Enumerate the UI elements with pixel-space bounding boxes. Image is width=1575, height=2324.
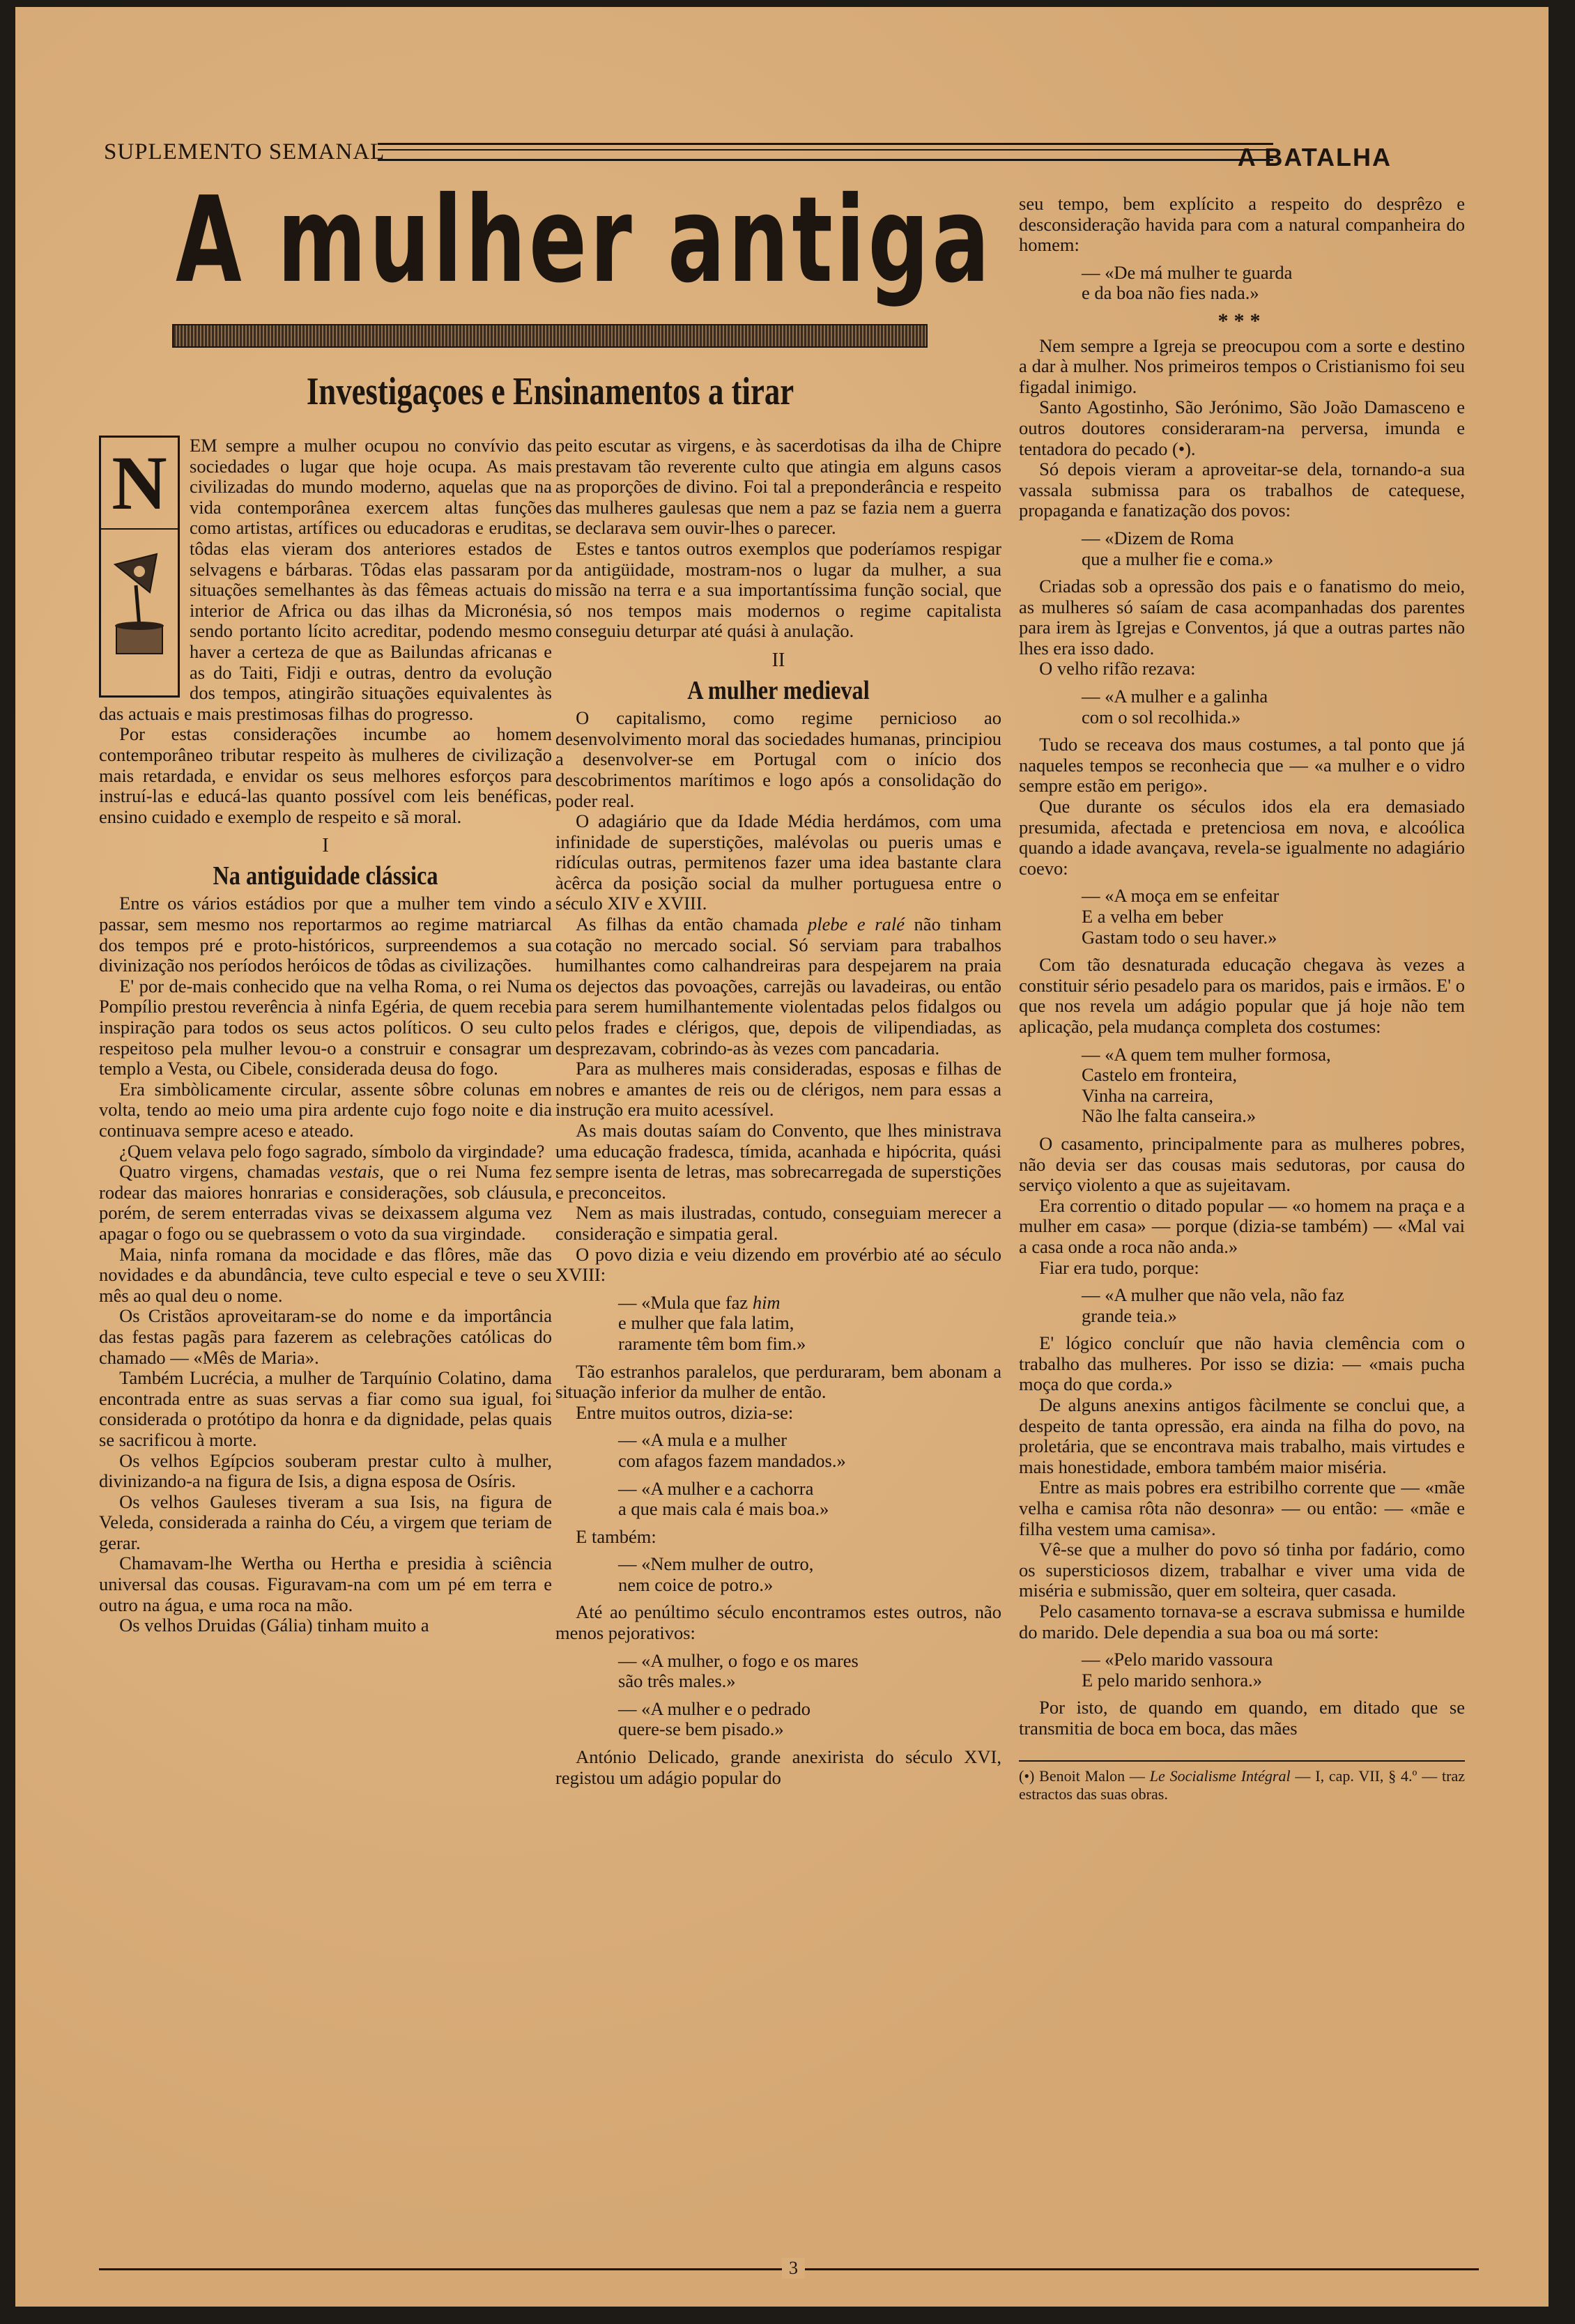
proverb xyxy=(1082,1649,1465,1691)
italic-term: plebe e ralé xyxy=(807,914,905,935)
text-run: (•) Benoit Malon — xyxy=(1019,1767,1150,1785)
proverb-line: E pelo marido senhora.» xyxy=(1082,1669,1263,1691)
section-number: I xyxy=(322,835,329,857)
paragraph: Que durante os séculos idos ela era demasiado presumida, afectada e pretenciosa em nova, e alcoólica quando a idade avançava, revela-se igualmente no adagiário coevo: xyxy=(1019,796,1465,879)
paragraph: Entre muitos outros, dizia-se: xyxy=(576,1401,794,1423)
paragraph: As mais doutas saíam do Convento, que lhes ministrava uma educação fradesca, tímida, acanhada e hipócrita, quási sempre isenta de letras, mas sobrecarregada de superstições e preconceitos. xyxy=(555,1120,1001,1203)
paragraph: Também Lucrécia, a mulher de Tarquínio Colatino, dama encontrada entre as suas servas a fiar como sua igual, foi considerada o protótipo da honra e da dignidade, pelas quais se sacrificou à morte. xyxy=(99,1367,552,1450)
paragraph: Era simbòlicamente circular, assente sôbre colunas em volta, tendo ao meio uma pira ardente cujo fogo noite e dia continuava sempre aceso e ateado. xyxy=(99,1078,552,1141)
proverb-line: a que mais cala é mais boa.» xyxy=(618,1498,829,1520)
proverb xyxy=(1082,528,1465,569)
proverb xyxy=(1082,886,1465,948)
proverb xyxy=(1082,263,1465,304)
text-run: — «Mula que faz xyxy=(618,1291,753,1313)
paragraph: peito escutar as virgens, e às sacerdotisas da ilha de Chipre prestavam tão reverente culto que atingia em alguns casos as proporções de divino. Foi tal a preponderância e respeito das mulheres gaulesas que nem a paz se fazia nem a guerra se declarava sem ouvir-lhes o parecer. xyxy=(555,435,1001,539)
gramophone-icon xyxy=(108,551,171,669)
paragraph: António Delicado, grande anexirista do século XVI, registou um adágio popular do xyxy=(555,1746,1001,1788)
text-run: As filhas da então chamada xyxy=(576,914,808,935)
proverb xyxy=(1082,1285,1465,1326)
paragraph: O povo dizia e veiu dizendo em provérbio até ao século XVIII: xyxy=(555,1243,1001,1286)
paragraph: Os velhos Gauleses tiveram a sua Isis, na figura de Veleda, considerada a rainha do Céu, a virgem que teriam de gerar. xyxy=(99,1491,552,1553)
paragraph: ¿Quem velava pelo fogo sagrado, símbolo da virgindade? xyxy=(119,1140,545,1162)
proverb-line: — «A mulher e o pedrado xyxy=(618,1698,810,1719)
paragraph: Os velhos Egípcios souberam prestar culto à mulher, divinizando-a na figura de Isis, a digna esposa de Osíris. xyxy=(99,1449,552,1492)
paragraph: De alguns anexins antigos fàcilmente se conclui que, a despeito de tanta opressão, era ainda na filha do povo, na proletária, que se encontrava mais trabalho, mais virtudes e mais honestidade, embora também maior miséria. xyxy=(1019,1394,1465,1477)
proverb xyxy=(1082,1045,1465,1127)
paragraph: Santo Agostinho, São Jerónimo, São João Damasceno e outros doutores consideraram-na perversa, imunda e tentadora do pecado (•). xyxy=(1019,397,1465,459)
italic-term: Le Socialisme Intégral xyxy=(1149,1767,1291,1785)
proverb-line: Gastam todo o seu haver.» xyxy=(1082,926,1277,948)
paragraph: Por isto, de quando em quando, em ditado que se transmitia de boca em boca, das mães xyxy=(1019,1697,1465,1739)
text-run: não tinham cotação no mercado social. Só serviam para trabalhos humilhantes como calhandreiras para despejarem na praia os dejectos das povoações, carrejãs ou lavadeiras, ou então para serem humilhantemente violentadas pelos fidalgos ou pelos frades e clérigos, que, depois de vilipendiadas, as desprezavam, cobrindo-as às vezes com pancadaria. xyxy=(555,914,1001,1059)
article-column-1 xyxy=(99,436,552,1636)
proverb-line: — «A mula e a mulher xyxy=(618,1429,788,1451)
header-rule xyxy=(378,143,1273,161)
newspaper-name: A BATALHA xyxy=(1237,143,1392,171)
paragraph: Só depois vieram a aproveitar-se dela, tornando-a sua vassala submissa para os trabalhos de catequese, propaganda e fanatização dos povos: xyxy=(1019,459,1465,521)
paragraph: E também: xyxy=(576,1525,656,1547)
proverb-line: — «Pelo marido vassoura xyxy=(1082,1649,1273,1670)
proverb xyxy=(618,1293,1001,1355)
proverb-line: e da boa não fies nada.» xyxy=(1082,282,1259,304)
proverb-line: nem coice de potro.» xyxy=(618,1573,774,1595)
paragraph: Entre os vários estádios por que a mulher tem vindo a passar, sem mesmo nos reportarmos ao regime matriarcal dos tempos pré e proto-históricos, surpreendemos a sua divinização nos períodos heróicos de tôdas as civilizações. xyxy=(99,893,552,976)
paragraph: Chamavam-lhe Wertha ou Hertha e presidia à sciência universal das cousas. Figuravam-na com um pé em terra e outro na água, e uma roca na mão. xyxy=(99,1553,552,1615)
proverb-line: — «A mulher que não vela, não faz xyxy=(1082,1284,1344,1306)
section-separator: *** xyxy=(1217,309,1266,332)
proverb-line: Não lhe falta canseira.» xyxy=(1082,1105,1257,1127)
proverb-line: — «De má mulher te guarda xyxy=(1082,261,1293,283)
paragraph: EM sempre a mulher ocupou no convívio das sociedades o lugar que hoje ocupa. As mais civilizadas do mundo moderno, aquelas que na vida contemporânea exercem altas funções como artistas, artífices ou educadoras e eruditas, tôdas elas vieram dos anteriores estados de selvagens e bárbaras. Tôdas elas passaram por situações semelhantes às das fêmeas actuais do interior de Africa ou das ilhas da Micronésia, sendo portanto lícito acreditar, podendo mesmo haver a certeza de que as Bailundas africanas e as do Taiti, Fidji e outras, dentro da evolução dos tempos, atingirão situações equivalentes às das actuais e mais prestimosas filhas do progresso. xyxy=(99,435,552,724)
paragraph: Criadas sob a opressão dos pais e o fanatismo do meio, as mulheres só saíam de casa acompanhadas dos parentes para irem às Igrejas e Conventos, já que a outras partes não lhes era isso dado. xyxy=(1019,576,1465,659)
footnote xyxy=(1019,1760,1465,1803)
title-ornament-bar xyxy=(172,324,928,348)
section-heading: Na antiguidade clássica xyxy=(213,861,438,891)
paragraph: Por estas considerações incumbe ao homem contemporâneo tributar respeito às mulheres de civilização mais retardada, e envidar os seus melhores esforços para instruí-las e educá-las quanto possível com leis benéficas, ensino cuidado e exemplo de respeito e sã moral. xyxy=(99,723,552,827)
article-subtitle: Investigaçoes e Ensinamentos a tirar xyxy=(306,370,794,413)
paragraph xyxy=(99,1162,552,1244)
paragraph: Os Cristãos aproveitaram-se do nome e da importância das festas pagãs para fazerem as celebrações católicas do chamado — «Mês de Maria». xyxy=(99,1305,552,1368)
page-number: 3 xyxy=(782,2258,805,2279)
paragraph: O adagiário que da Idade Média herdámos, com uma infinidade de superstições, malévolas ou pueris umas e ridículas outras, permitenos fazer uma idea bastante clara àcêrca da posição social da mulher portuguesa entre o século XIV e XVIII. xyxy=(555,810,1001,914)
italic-term: vestais xyxy=(329,1161,380,1183)
proverb-line: Castelo em fronteira, xyxy=(1082,1064,1237,1086)
proverb-line: Vinha na carreira, xyxy=(1082,1084,1213,1106)
paragraph: Tão estranhos paralelos, que perduraram, bem abonam a situação inferior da mulher de então. xyxy=(555,1360,1001,1403)
proverb-line: com o sol recolhida.» xyxy=(1082,706,1241,728)
dropcap-box xyxy=(99,436,180,698)
paragraph: E' por de-mais conhecido que na velha Roma, o rei Numa Pompílio prestou reverência à ninfa Egéria, de quem recebia inspiração para todos os seus actos políticos. O seu culto respeitoso pela mulher levou-o a construir e consagrar um templo a Vesta, ou Cibele, considerada deusa do fogo. xyxy=(99,975,552,1079)
paragraph: Era correntio o ditado popular — «o homem na praça e a mulher em casa» — porque (dizia-se também) — «Mal vai a casa onde a roca não anda.» xyxy=(1019,1194,1465,1257)
article-title: A mulher antiga xyxy=(176,171,993,309)
italic-term: him xyxy=(752,1291,781,1313)
paragraph: Nem sempre a Igreja se preocupou com a sorte e destino a dar à mulher. Nos primeiros tempos o Cristianismo foi seu figadal inimigo. xyxy=(1019,334,1465,397)
proverb-line: grande teia.» xyxy=(1082,1305,1177,1326)
paragraph: Nem as mais ilustradas, contudo, conseguiam merecer a consideração e simpatia geral. xyxy=(555,1202,1001,1244)
proverb-line: são três males.» xyxy=(618,1670,736,1692)
proverb-line xyxy=(618,1293,1001,1314)
proverb-line: quere-se bem pisado.» xyxy=(618,1718,784,1740)
proverb-line: E a velha em beber xyxy=(1082,906,1224,927)
proverb-line: raramente têm bom fim.» xyxy=(618,1332,806,1354)
proverb-line: que a mulher fie e coma.» xyxy=(1082,548,1274,569)
proverb-line: — «A moça em se enfeitar xyxy=(1082,885,1280,907)
supplement-label: SUPLEMENTO SEMANAL xyxy=(104,139,385,164)
paragraph: Com tão desnaturada educação chegava às vezes a constituir sério pesadelo para os maridos, pais e irmãos. E' o que nos revela um adágio popular que já hoje não tem aplicação, pela mudança completa dos costumes: xyxy=(1019,954,1465,1037)
paragraph: Fiar era tudo, porque: xyxy=(1039,1256,1199,1278)
paragraph: E' lógico concluír que não havia clemência com o trabalho das mulheres. Por isso se dizia: — «mais pucha moça do que corda.» xyxy=(1019,1332,1465,1395)
dropcap-letter: N xyxy=(101,438,178,530)
proverb xyxy=(618,1479,1001,1520)
paragraph: Para as mulheres mais consideradas, esposas e filhas de nobres e amantes de reis ou de clérigos, nem para essas a instrução era muito acessível. xyxy=(555,1058,1001,1121)
proverb xyxy=(618,1430,1001,1471)
paragraph: O casamento, principalmente para as mulheres pobres, não devia ser das cousas mais sedutoras, por causa do serviço violento a que as sujeitavam. xyxy=(1019,1132,1465,1196)
paragraph: Os velhos Druidas (Gália) tinham muito a xyxy=(119,1615,429,1636)
proverb-line: — «A mulher e a galinha xyxy=(1082,686,1268,707)
paragraph: Vê-se que a mulher do povo só tinha por fadário, como os supersticiosos dizem, trabalhar e viver uma vida de miséria e submissão, quer em solteira, quer casada. xyxy=(1019,1539,1465,1601)
paragraph: Tudo se receava dos maus costumes, a tal ponto que já naqueles tempos se reconhecia que — «a mulher e o vidro sempre estão em perigo». xyxy=(1019,734,1465,797)
proverb-line: — «Nem mulher de outro, xyxy=(618,1553,814,1575)
text-run: , que o rei Numa fez rodear das maiores honrarias e considerações, sob cláusula, porém, de serem enterradas vivas se deixassem alguma vez apagar o fogo ou se quebrassem o voto da sua virgindade. xyxy=(99,1161,553,1244)
paragraph: Entre as mais pobres era estribilho corrente que — «mãe velha e camisa rôta não desonra» — ou então: — «mãe e filha vestem uma camisa». xyxy=(1019,1477,1465,1539)
proverb-line: — «A quem tem mulher formosa, xyxy=(1082,1043,1331,1065)
text-run: Quatro virgens, chamadas xyxy=(119,1161,330,1183)
section-number: II xyxy=(771,649,785,671)
proverb xyxy=(618,1699,1001,1740)
paragraph: Maia, ninfa romana da mocidade e das flôres, mãe das novidades e da abundância, teve culto especial e teve o seu mês ao qual deu o nome. xyxy=(99,1243,552,1306)
proverb xyxy=(618,1651,1001,1692)
proverb-line: e mulher que fala latim, xyxy=(618,1312,794,1334)
proverb-line: com afagos fazem mandados.» xyxy=(618,1449,846,1471)
newspaper-page xyxy=(15,7,1549,2307)
paragraph: seu tempo, bem explícito a respeito do desprêzo e desconsideração havida para com a natural companheira do homem: xyxy=(1019,193,1465,256)
paragraph: O capitalismo, como regime pernicioso ao desenvolvimento moral das sociedades humanas, principiou a desenvolver-se em Portugal com o início dos descobrimentos marítimos e logo após a consolidação do poder real. xyxy=(555,707,1001,811)
paragraph: Pelo casamento tornava-se a escrava submissa e humilde do marido. Dele dependia a sua boa ou má sorte: xyxy=(1019,1601,1465,1642)
proverb-line: — «Dizem de Roma xyxy=(1082,527,1234,548)
proverb-line: — «A mulher e a cachorra xyxy=(618,1477,814,1499)
section-heading: A mulher medieval xyxy=(687,675,870,705)
proverb-line: — «A mulher, o fogo e os mares xyxy=(618,1649,859,1671)
text-run: — I, cap. VII, § 4.º — traz estractos das suas obras. xyxy=(1019,1767,1465,1803)
proverb xyxy=(1082,686,1465,728)
proverb xyxy=(618,1554,1001,1595)
paragraph xyxy=(555,914,1001,1059)
paragraph: Até ao penúltimo século encontramos estes outros, não menos pejorativos: xyxy=(555,1601,1001,1644)
article-column-2 xyxy=(555,436,1001,1788)
paragraph: O velho rifão rezava: xyxy=(1039,658,1196,679)
article-column-3 xyxy=(1019,194,1465,1803)
paragraph: Estes e tantos outros exemplos que poderíamos respigar da antigüidade, mostram-nos o lugar da mulher, a sua missão na terra e a sua importantíssima função social, que só nos tempos mais modernos o regime capitalista conseguiu deturpar até quási à anulação. xyxy=(555,537,1001,642)
